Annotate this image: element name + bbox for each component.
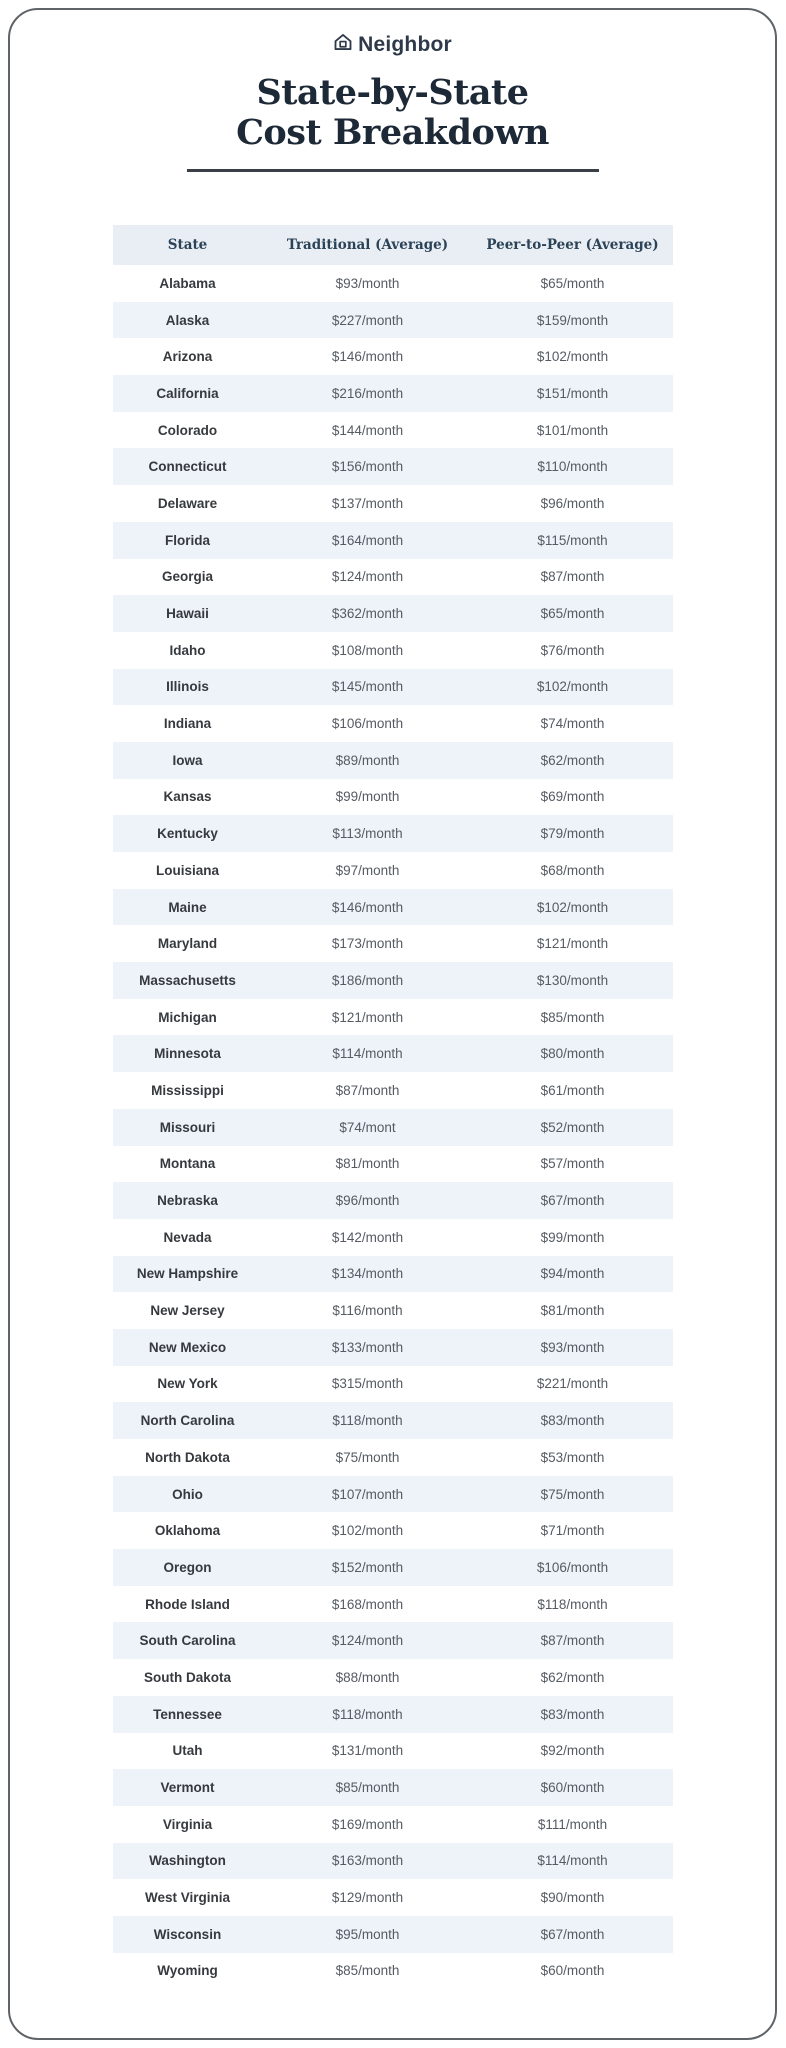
- state-cell: Connecticut: [148, 459, 227, 475]
- table-row: [113, 1402, 673, 1439]
- traditional-cell: $144/month: [331, 422, 404, 438]
- state-cell: Ohio: [172, 1486, 203, 1502]
- table-row: [113, 1366, 673, 1403]
- state-cell: Tennessee: [153, 1706, 222, 1722]
- neighbor-logo: [10, 32, 775, 57]
- p2p-cell: $71/month: [540, 1523, 605, 1539]
- table-row: [113, 1512, 673, 1549]
- traditional-cell: $142/month: [331, 1229, 404, 1245]
- p2p-cell: $94/month: [540, 1266, 605, 1282]
- traditional-cell: $74/mont: [339, 1119, 396, 1135]
- table-row: [113, 448, 673, 485]
- traditional-cell: $164/month: [331, 532, 404, 548]
- table-row: [113, 595, 673, 632]
- table-row: [113, 1146, 673, 1183]
- state-cell: Hawaii: [166, 606, 209, 622]
- traditional-cell: $113/month: [332, 826, 403, 842]
- traditional-cell: $124/month: [331, 1633, 404, 1649]
- state-cell: New Mexico: [148, 1339, 227, 1355]
- traditional-cell: $75/month: [335, 1449, 400, 1465]
- state-cell: Colorado: [157, 422, 218, 438]
- traditional-cell: $169/month: [331, 1816, 404, 1832]
- traditional-cell: $216/month: [331, 385, 404, 401]
- p2p-cell: $69/month: [540, 789, 605, 805]
- table-row: [113, 485, 673, 522]
- table-row: [113, 265, 673, 302]
- traditional-cell: $88/month: [335, 1669, 400, 1685]
- state-cell: Maine: [168, 899, 207, 915]
- state-cell: Illinois: [166, 679, 209, 695]
- p2p-cell: $52/month: [540, 1119, 605, 1135]
- house-icon: [333, 32, 353, 57]
- table-row: [113, 779, 673, 816]
- traditional-cell: $134/month: [331, 1266, 404, 1282]
- table-row: [113, 1256, 673, 1293]
- state-cell: Idaho: [169, 642, 206, 658]
- p2p-cell: $61/month: [540, 1082, 605, 1098]
- p2p-cell: $102/month: [536, 899, 609, 915]
- state-cell: North Dakota: [145, 1449, 230, 1465]
- table-row: [113, 1806, 673, 1843]
- table-row: [113, 1879, 673, 1916]
- table-row: [113, 338, 673, 375]
- p2p-cell: $87/month: [540, 569, 605, 585]
- state-cell: Washington: [149, 1853, 226, 1869]
- page-title: [10, 73, 775, 153]
- table-row: [113, 302, 673, 339]
- state-cell: Nebraska: [157, 1193, 218, 1209]
- traditional-cell: $362/month: [331, 606, 404, 622]
- table-body: [113, 265, 673, 1989]
- page-title-line2: Cost Breakdown: [236, 112, 549, 153]
- p2p-cell: $106/month: [536, 1559, 609, 1575]
- table-row: [113, 1622, 673, 1659]
- traditional-cell: $227/month: [331, 312, 404, 328]
- state-cell: Indiana: [163, 716, 212, 732]
- state-cell: Maryland: [157, 936, 218, 952]
- p2p-cell: $93/month: [540, 1339, 605, 1355]
- traditional-cell: $102/month: [331, 1523, 404, 1539]
- table-row: [113, 925, 673, 962]
- traditional-cell: $114/month: [332, 1046, 403, 1062]
- traditional-cell: $146/month: [331, 899, 404, 915]
- traditional-cell: $116/month: [332, 1303, 403, 1319]
- state-cell: Vermont: [160, 1780, 215, 1796]
- p2p-cell: $62/month: [540, 1669, 605, 1685]
- brand-name: Neighbor: [358, 32, 452, 56]
- p2p-cell: $111/month: [537, 1816, 608, 1832]
- p2p-cell: $130/month: [536, 972, 609, 988]
- traditional-cell: $81/month: [335, 1156, 400, 1172]
- column-header-peer-to-peer: Peer-to-Peer (Average): [486, 237, 659, 253]
- traditional-cell: $118/month: [332, 1413, 403, 1429]
- p2p-cell: $67/month: [540, 1193, 605, 1209]
- table-row: [113, 669, 673, 706]
- traditional-cell: $95/month: [335, 1926, 400, 1942]
- table-row: [113, 705, 673, 742]
- p2p-cell: $85/month: [540, 1009, 605, 1025]
- state-cell: Iowa: [172, 752, 203, 768]
- traditional-cell: $124/month: [331, 569, 404, 585]
- traditional-cell: $85/month: [335, 1780, 400, 1796]
- p2p-cell: $60/month: [540, 1780, 605, 1796]
- p2p-cell: $151/month: [536, 385, 609, 401]
- table-row: [113, 1586, 673, 1623]
- table-row: [113, 1219, 673, 1256]
- cost-table: [113, 225, 673, 1989]
- table-row: [113, 852, 673, 889]
- p2p-cell: $115/month: [537, 532, 608, 548]
- state-cell: New York: [157, 1376, 218, 1392]
- table-row: [113, 1035, 673, 1072]
- state-cell: Virginia: [162, 1816, 213, 1832]
- table-row: [113, 412, 673, 449]
- p2p-cell: $65/month: [540, 606, 605, 622]
- traditional-cell: $146/month: [331, 349, 404, 365]
- traditional-cell: $118/month: [332, 1706, 403, 1722]
- state-cell: Michigan: [158, 1009, 217, 1025]
- p2p-cell: $110/month: [537, 459, 608, 475]
- state-cell: Missouri: [159, 1119, 216, 1135]
- p2p-cell: $221/month: [536, 1376, 609, 1392]
- table-row: [113, 1072, 673, 1109]
- p2p-cell: $121/month: [536, 936, 609, 952]
- traditional-cell: $133/month: [331, 1339, 404, 1355]
- state-cell: Montana: [159, 1156, 216, 1172]
- table-row: [113, 1182, 673, 1219]
- table-row: [113, 1292, 673, 1329]
- state-cell: Florida: [164, 532, 210, 548]
- table-row: [113, 1843, 673, 1880]
- p2p-cell: $99/month: [540, 1229, 605, 1245]
- p2p-cell: $114/month: [537, 1853, 608, 1869]
- table-row: [113, 559, 673, 596]
- state-cell: Wisconsin: [153, 1926, 222, 1942]
- p2p-cell: $60/month: [540, 1963, 605, 1979]
- p2p-cell: $76/month: [540, 642, 605, 658]
- p2p-cell: $74/month: [540, 716, 605, 732]
- p2p-cell: $102/month: [536, 679, 609, 695]
- state-cell: Oklahoma: [154, 1523, 221, 1539]
- table-row: [113, 1916, 673, 1953]
- traditional-cell: $131/month: [331, 1743, 404, 1759]
- state-cell: Kansas: [163, 789, 212, 805]
- p2p-cell: $65/month: [540, 275, 605, 291]
- traditional-cell: $173/month: [331, 936, 404, 952]
- p2p-cell: $81/month: [540, 1303, 605, 1319]
- state-cell: Wyoming: [157, 1963, 218, 1979]
- p2p-cell: $80/month: [540, 1046, 605, 1062]
- traditional-cell: $97/month: [335, 862, 400, 878]
- state-cell: California: [156, 385, 219, 401]
- table-row: [113, 1439, 673, 1476]
- table-row: [113, 1733, 673, 1770]
- state-cell: Massachusetts: [139, 972, 236, 988]
- traditional-cell: $137/month: [331, 495, 404, 511]
- infographic-card: [8, 8, 777, 2040]
- page-title-line1: State-by-State: [256, 72, 529, 113]
- table-row: [113, 1109, 673, 1146]
- state-cell: New Jersey: [150, 1303, 225, 1319]
- table-row: [113, 1549, 673, 1586]
- table-row: [113, 815, 673, 852]
- p2p-cell: $53/month: [540, 1449, 605, 1465]
- traditional-cell: $87/month: [335, 1082, 400, 1098]
- p2p-cell: $101/month: [536, 422, 609, 438]
- table-row: [113, 1953, 673, 1990]
- state-cell: Alaska: [165, 312, 210, 328]
- table-row: [113, 1696, 673, 1733]
- traditional-cell: $107/month: [331, 1486, 404, 1502]
- state-cell: Oregon: [163, 1559, 212, 1575]
- traditional-cell: $89/month: [335, 752, 400, 768]
- traditional-cell: $156/month: [331, 459, 404, 475]
- traditional-cell: $85/month: [335, 1963, 400, 1979]
- state-cell: Georgia: [161, 569, 213, 585]
- table-row: [113, 742, 673, 779]
- state-cell: Kentucky: [157, 826, 218, 842]
- table-row: [113, 375, 673, 412]
- traditional-cell: $108/month: [331, 642, 404, 658]
- state-cell: North Carolina: [140, 1413, 235, 1429]
- table-row: [113, 632, 673, 669]
- p2p-cell: $87/month: [540, 1633, 605, 1649]
- table-row: [113, 1329, 673, 1366]
- state-cell: South Carolina: [139, 1633, 236, 1649]
- p2p-cell: $83/month: [540, 1706, 605, 1722]
- table-row: [113, 999, 673, 1036]
- p2p-cell: $118/month: [537, 1596, 608, 1612]
- state-cell: Rhode Island: [145, 1596, 230, 1612]
- p2p-cell: $92/month: [540, 1743, 605, 1759]
- state-cell: Nevada: [163, 1229, 212, 1245]
- state-cell: Arizona: [162, 349, 213, 365]
- table-row: [113, 962, 673, 999]
- column-header-state: State: [167, 237, 208, 253]
- state-cell: West Virginia: [144, 1890, 231, 1906]
- traditional-cell: $96/month: [335, 1193, 400, 1209]
- p2p-cell: $67/month: [540, 1926, 605, 1942]
- traditional-cell: $129/month: [331, 1890, 404, 1906]
- state-cell: Alabama: [159, 275, 216, 291]
- traditional-cell: $121/month: [331, 1009, 404, 1025]
- traditional-cell: $106/month: [331, 716, 404, 732]
- column-header-traditional: Traditional (Average): [286, 237, 449, 253]
- title-underline: [187, 169, 599, 172]
- state-cell: New Hampshire: [136, 1266, 239, 1282]
- p2p-cell: $90/month: [540, 1890, 605, 1906]
- table-row: [113, 522, 673, 559]
- p2p-cell: $159/month: [536, 312, 609, 328]
- state-cell: Mississippi: [151, 1082, 224, 1098]
- traditional-cell: $186/month: [331, 972, 404, 988]
- p2p-cell: $57/month: [540, 1156, 605, 1172]
- p2p-cell: $96/month: [540, 495, 605, 511]
- traditional-cell: $315/month: [331, 1376, 404, 1392]
- p2p-cell: $62/month: [540, 752, 605, 768]
- state-cell: Utah: [172, 1743, 203, 1759]
- table-row: [113, 1659, 673, 1696]
- traditional-cell: $168/month: [331, 1596, 404, 1612]
- traditional-cell: $145/month: [331, 679, 404, 695]
- p2p-cell: $83/month: [540, 1413, 605, 1429]
- p2p-cell: $102/month: [536, 349, 609, 365]
- traditional-cell: $152/month: [331, 1559, 404, 1575]
- p2p-cell: $79/month: [540, 826, 605, 842]
- table-row: [113, 1769, 673, 1806]
- state-cell: Louisiana: [155, 862, 219, 878]
- state-cell: Delaware: [157, 495, 218, 511]
- table-row: [113, 1476, 673, 1513]
- traditional-cell: $93/month: [335, 275, 400, 291]
- traditional-cell: $163/month: [331, 1853, 404, 1869]
- state-cell: South Dakota: [143, 1669, 231, 1685]
- p2p-cell: $68/month: [540, 862, 605, 878]
- table-header-row: [113, 225, 673, 265]
- p2p-cell: $75/month: [540, 1486, 605, 1502]
- state-cell: Minnesota: [154, 1046, 221, 1062]
- table-row: [113, 889, 673, 926]
- traditional-cell: $99/month: [335, 789, 400, 805]
